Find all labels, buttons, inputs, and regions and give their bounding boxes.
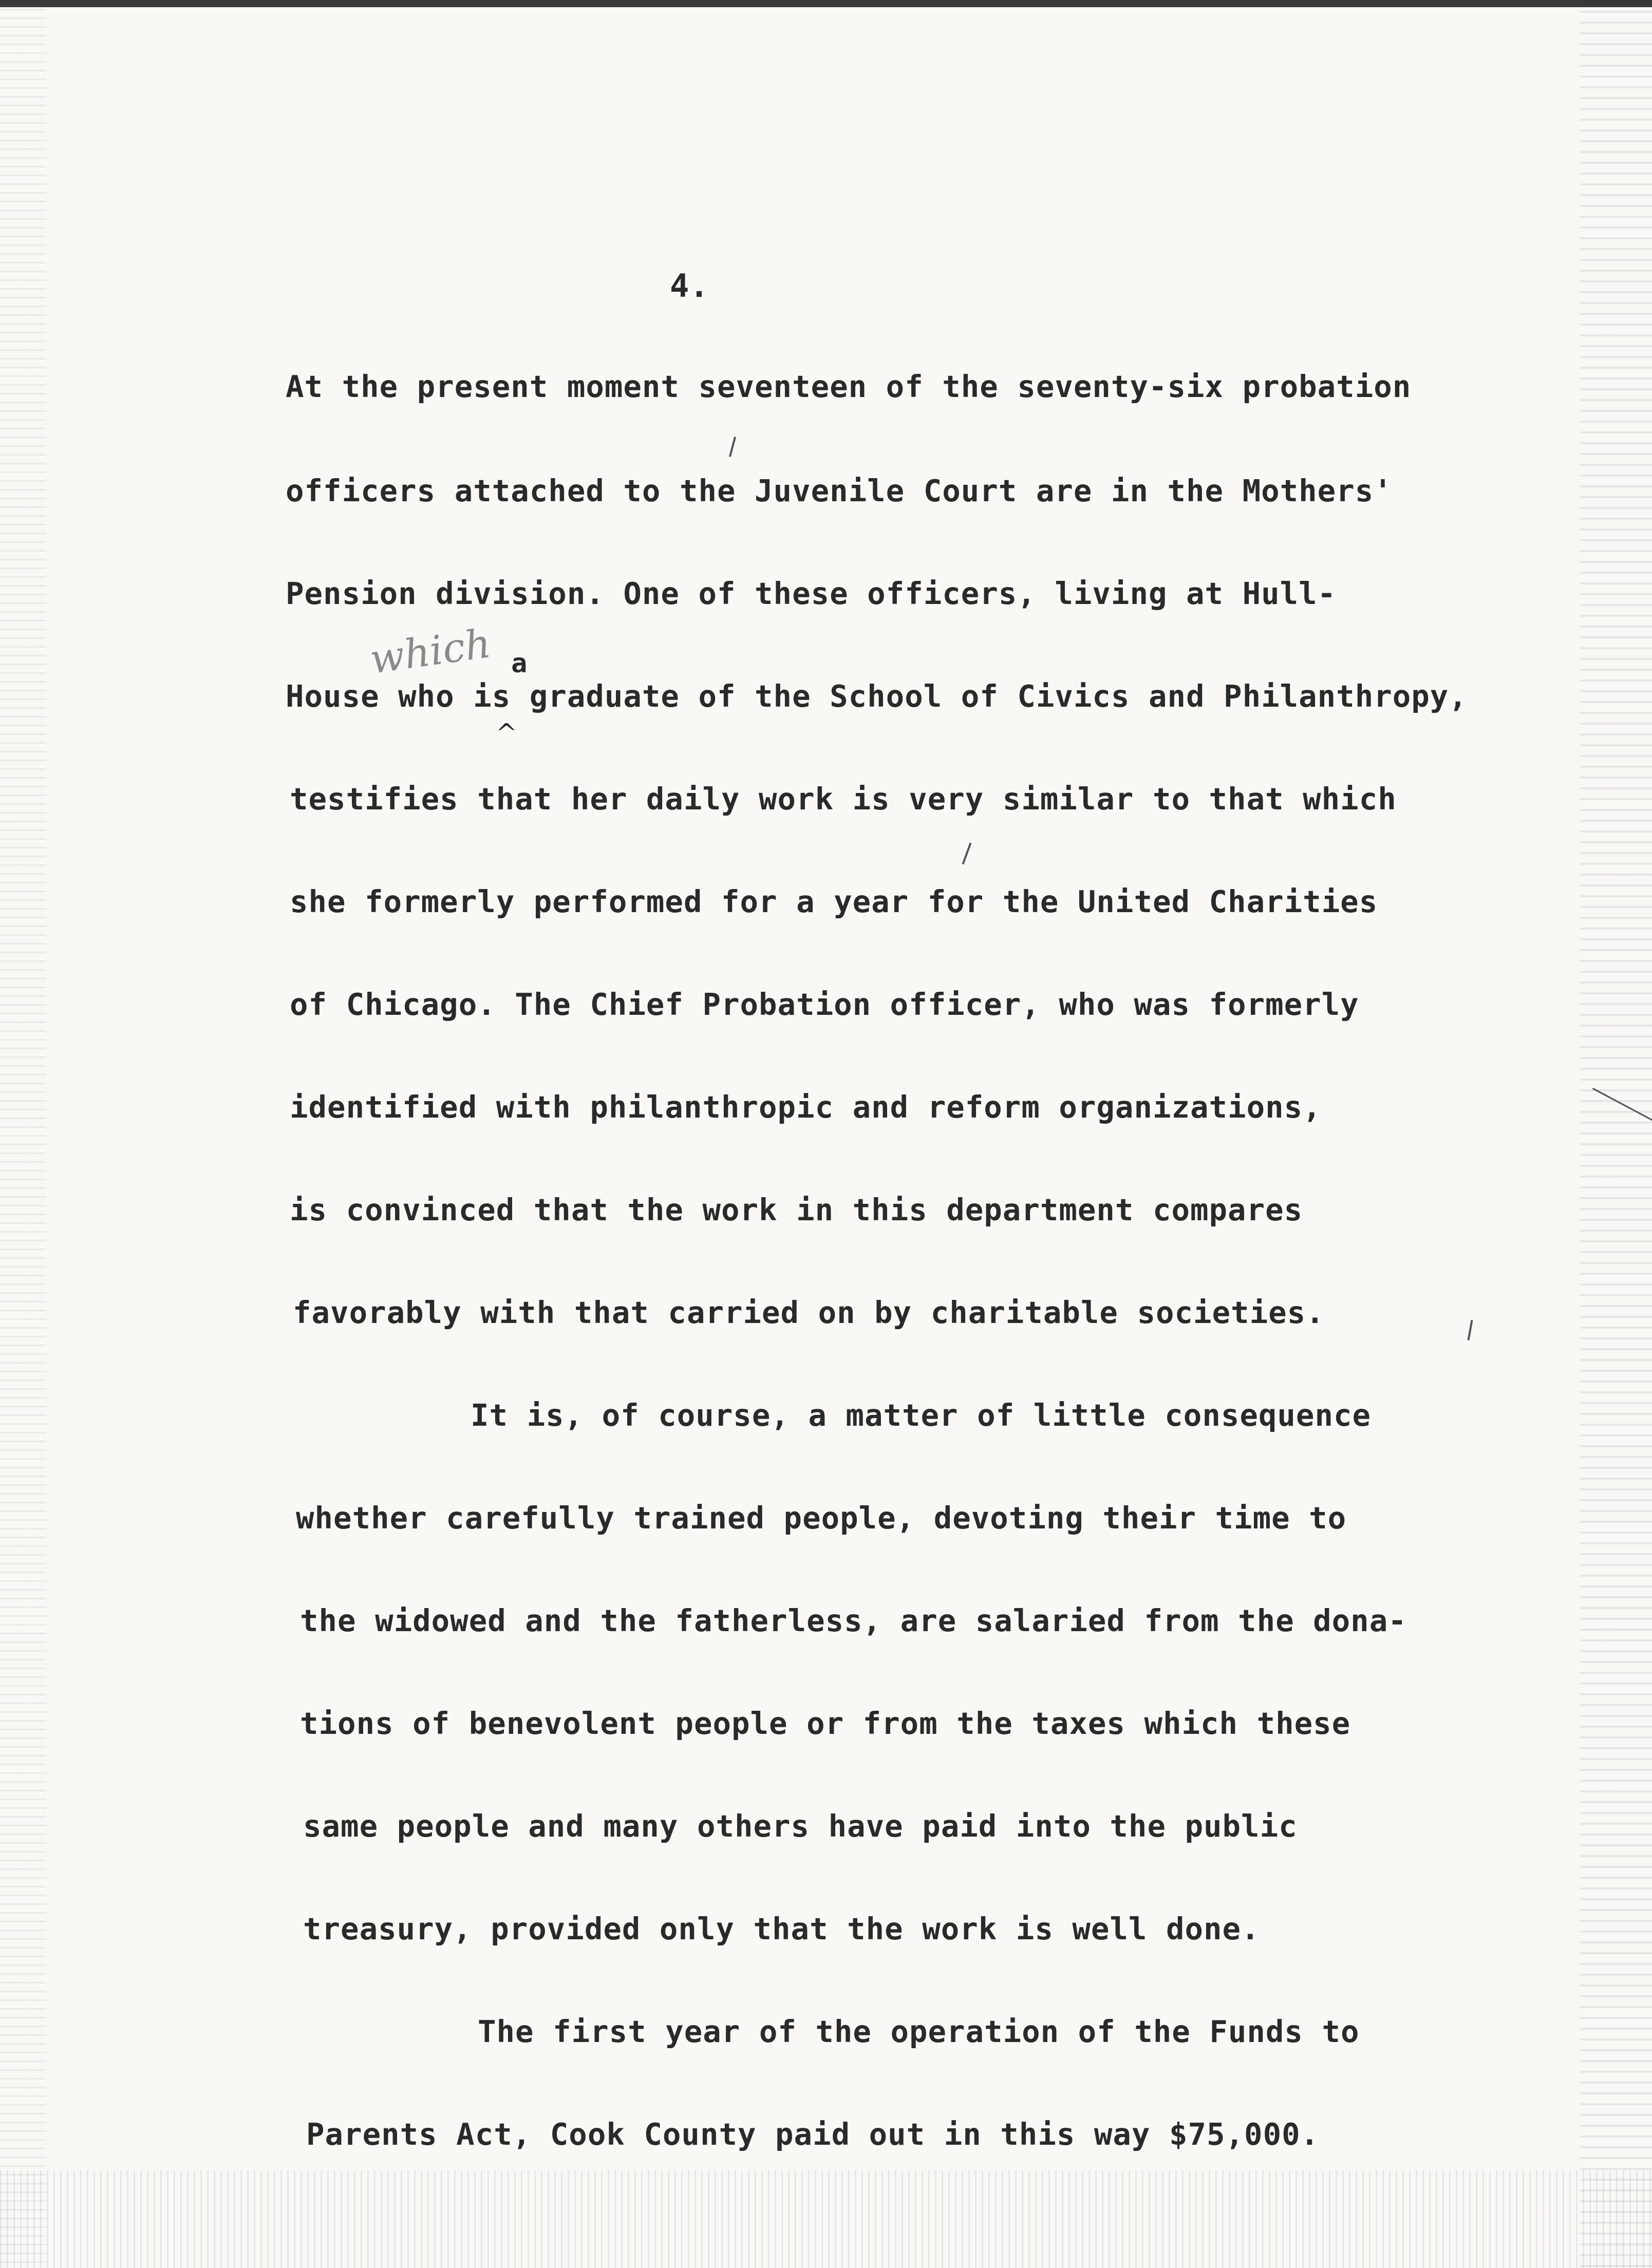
stray-mark (962, 843, 972, 865)
handwritten-annotation: which (367, 620, 494, 683)
text-line-4: House who is graduate of the School of Civics and Philanthropy, (286, 678, 1468, 714)
text-line-18: Parents Act, Cook County paid out in this way $75,000. (306, 2116, 1320, 2152)
scan-noise-bottom (0, 2170, 1652, 2268)
text-line-8: identified with philanthropic and reform organizations, (290, 1089, 1322, 1125)
insertion-caret: ^ (496, 718, 517, 748)
text-line-3: Pension division. One of these officers, living at Hull- (286, 576, 1337, 611)
text-line-6: she formerly performed for a year for the United Charities (290, 884, 1378, 919)
text-line-5: testifies that her daily work is very similar to that which (290, 781, 1397, 817)
stray-mark (1468, 1320, 1473, 1340)
scan-top-edge (0, 0, 1652, 7)
text-line-9: is convinced that the work in this department compares (290, 1192, 1303, 1227)
page-number: 4. (670, 267, 709, 305)
stray-mark (729, 437, 736, 457)
text-line-11: It is, of course, a matter of little consequence (471, 1397, 1372, 1433)
text-line-2: officers attached to the Juvenile Court are in the Mothers' (286, 473, 1393, 508)
text-line-13: the widowed and the fatherless, are salaried from the dona- (300, 1603, 1407, 1638)
scan-noise-left (0, 0, 46, 2268)
text-line-14: tions of benevolent people or from the taxes which these (300, 1706, 1351, 1741)
inserted-word: a (511, 648, 528, 679)
text-line-17: The first year of the operation of the Funds to (478, 2014, 1360, 2049)
text-line-10: favorably with that carried on by charitable societies. (293, 1295, 1325, 1330)
text-line-7: of Chicago. The Chief Probation officer, who was formerly (290, 987, 1359, 1022)
text-line-12: whether carefully trained people, devoting their time to (296, 1500, 1347, 1536)
text-line-1: At the present moment seventeen of the seventy-six probation (286, 369, 1412, 404)
scan-noise-right (1580, 0, 1652, 2268)
text-line-16: treasury, provided only that the work is well done. (303, 1911, 1260, 1946)
text-line-15: same people and many others have paid into the public (303, 1808, 1298, 1844)
